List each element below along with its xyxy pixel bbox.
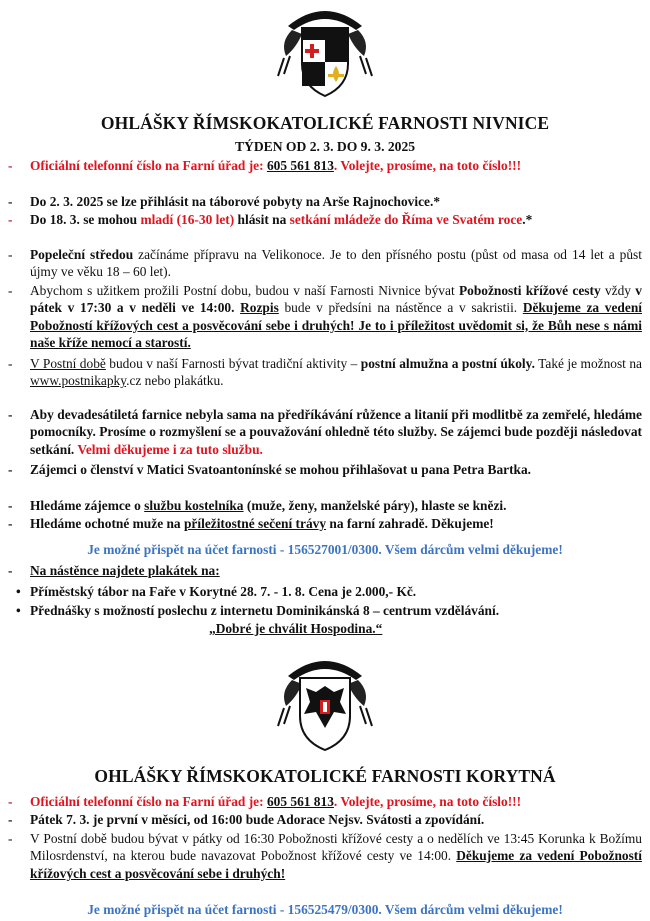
ash-wednesday-notice: [30, 246, 642, 281]
mow-text-1: Hledáme ochotné muže na: [30, 516, 184, 531]
parish-crest-korytna: [270, 652, 380, 752]
lent-text-end: .cz nebo plakátku.: [126, 373, 224, 389]
korytna-phone-text-end: . Volejte, prosíme, na toto číslo!!!: [333, 794, 522, 809]
rome-notice: [30, 211, 642, 228]
korytna-phone-notice: [30, 793, 642, 810]
closing-quote: „Dobré je chválit Hospodina.“: [209, 621, 383, 636]
korytna-phone-number: 605 561 813: [266, 794, 334, 809]
rosary-text: Aby devadesátiletá farnice nebyla sama na předříkávání růžence a litanií při modlitbě za zemřelé, hledáme pomocníky. Prosíme o rozmyšlení se a pouvažování ohledně této služby. Se zájemci bude později následovat setkání.: [30, 407, 642, 457]
mow-service: příležitostné sečení trávy: [183, 516, 327, 531]
lent-text-2: Také je možnost na: [534, 356, 642, 371]
sacristan-notice: [30, 497, 642, 514]
parish-crest-nivnice: [270, 2, 380, 98]
lent-activities-notice: [30, 355, 642, 390]
schedule-label: Rozpis: [240, 300, 279, 316]
sacristan-text-2: (muže, ženy, manželské páry), hlaste se knězi.: [243, 498, 507, 513]
mow-text-2: na farní zahradě. Děkujeme!: [326, 516, 494, 531]
korytna-title: OHLÁŠKY ŘÍMSKOKATOLICKÉ FARNOSTI KORYTNÁ: [94, 766, 556, 786]
lent-activities: postní almužna a postní úkoly.: [360, 356, 535, 371]
cross-text-2: vždy: [600, 283, 636, 298]
board-notice: - Na nástěnce najdete plakátek na:: [30, 562, 642, 579]
camp-notice: - Do 2. 3. 2025 se lze přihlásit na táborové pobyty na Arše Rajnochovice.*: [30, 193, 642, 210]
week-range: TÝDEN OD 2. 3. DO 9. 3. 2025: [234, 139, 416, 154]
sacristan-service: službu kostelníka: [144, 498, 244, 513]
cross-thanks: Děkujeme za vedení Pobožností křížových cest a posvěcování sebe i druhých! Je to i příležitost uvědomit si, že Bůh nese s námi naše kříže nemocí a starostí.: [30, 300, 642, 350]
cross-way-notice: [30, 282, 642, 351]
nivnice-phone-notice: [30, 157, 642, 174]
lent-text-1: budou v naší Farnosti bývat tradiční aktivity –: [105, 356, 361, 371]
sacristan-text-1: Hledáme zájemce o: [30, 498, 145, 513]
bullet-lectures: • Přednášky s možností poslechu z internetu Dominikánská 8 – centrum vzdělávání.: [30, 603, 499, 619]
nivnice-title: OHLÁŠKY ŘÍMSKOKATOLICKÉ FARNOSTI NIVNICE: [100, 113, 550, 133]
bullet-camp: • Příměstský tábor na Faře v Korytné 28. 7. - 1. 8. Cena je 2.000,- Kč.: [30, 584, 416, 600]
cross-text-1: Abychom s užitkem prožili Postní dobu, budou v naší Farnosti Nivnice bývat: [30, 283, 459, 298]
cross-times: v pátek v 17:30 a v neděli ve 14:00.: [30, 283, 642, 316]
ash-wednesday-label: Popeleční středou: [30, 247, 134, 262]
korytna-lent-notice: [30, 830, 642, 882]
rome-event: setkání mládeže do Říma ve Svatém roce: [289, 212, 523, 227]
nivnice-account-notice: Je možné přispět na účet farnosti - 156527001/0300. Všem dárcům velmi děkujeme!: [87, 542, 563, 557]
rome-text-2: hlásit na: [234, 212, 290, 227]
korytna-phone-text: Oficiální telefonní číslo na Farní úřad je:: [30, 794, 267, 809]
lent-label: V Postní době: [30, 356, 106, 371]
korytna-lent-text: V Postní době budou bývat v pátky od 16:30 Pobožnosti křížové cesty a o nedělích ve 13:45 Korunka k Božímu Milosrdenství, na kterou bude navazovat Pobožnost křížové cesty ve 14:00.: [30, 831, 642, 864]
rome-text-end: .*: [522, 212, 533, 227]
rome-age: mladí (16-30 let): [140, 212, 235, 227]
cross-text-3: bude v předsíni na nástěnce a v sakristii.: [278, 300, 523, 316]
cross-devotion: Pobožnosti křížové cesty: [458, 283, 601, 298]
matice-notice: - Zájemci o členství v Matici Svatoantonínské se mohou přihlašovat u pana Petra Bartka.: [30, 461, 642, 478]
phone-text: Oficiální telefonní číslo na Farní úřad je:: [30, 158, 267, 173]
korytna-lent-thanks: Děkujeme za vedení Pobožností křížových cest a posvěcování sebe i druhých!: [30, 848, 642, 881]
first-friday-notice: - Pátek 7. 3. je první v měsíci, od 16:00 bude Adorace Nejsv. Svátosti a zpovídání.: [30, 811, 642, 828]
phone-text-end: . Volejte, prosíme, na toto číslo!!!: [333, 158, 522, 173]
rosary-helpers-notice: [30, 406, 642, 458]
postnikapky-link[interactable]: www.postnikapky: [30, 373, 127, 389]
phone-number: 605 561 813: [266, 158, 334, 173]
mowing-notice: [30, 515, 642, 532]
ash-wednesday-text: začínáme přípravu na Velikonoce. Je to den přísného postu (půst od masa od 14 let a půst újmy ve věku 18 – 60 let).: [30, 247, 642, 280]
rome-text-1: Do 18. 3. se mohou: [30, 212, 141, 227]
rosary-thanks: Velmi děkujeme i za tuto službu.: [77, 441, 263, 457]
korytna-account-notice: Je možné přispět na účet farnosti - 156525479/0300. Všem dárcům velmi děkujeme!: [87, 902, 563, 917]
